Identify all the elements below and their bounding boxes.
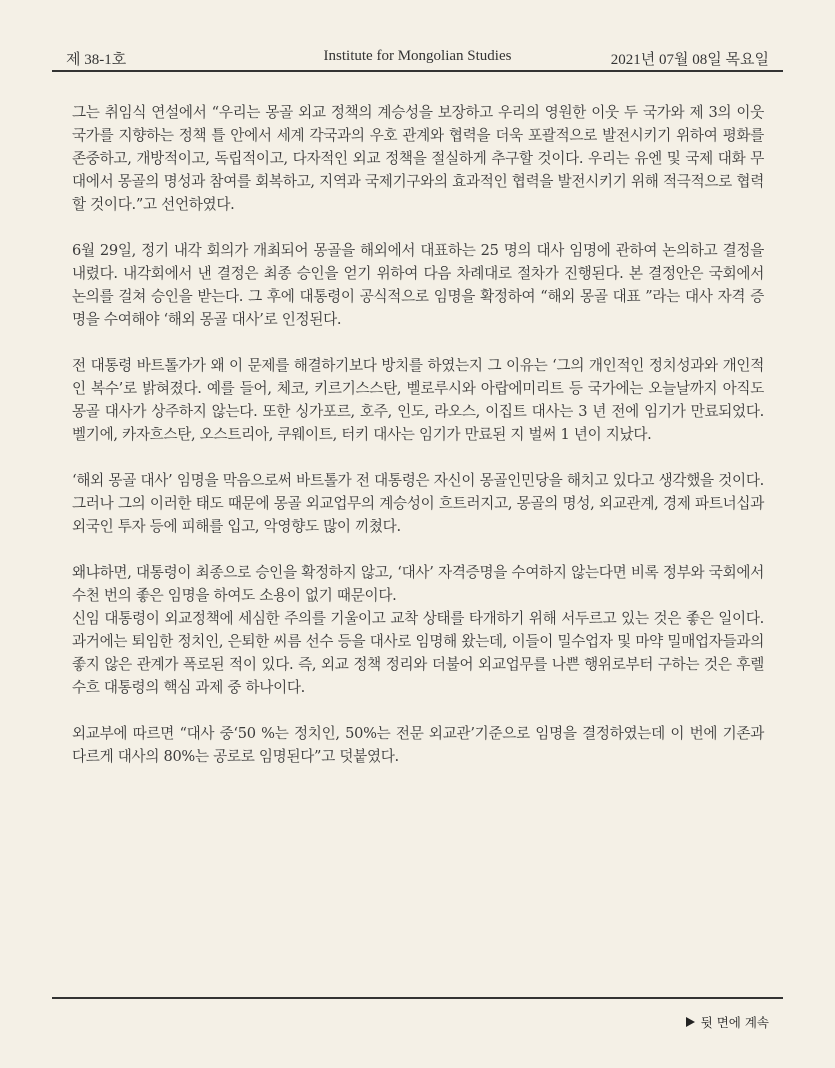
issue-number: 제 38-1호 bbox=[66, 52, 127, 68]
continued-label: 뒷 면에 계속 bbox=[700, 1015, 769, 1030]
paragraph-foreign-ministry: 외교부에 따르면 “대사 중‘50 %는 정치인, 50%는 전문 외교관’기준으로 임명을 결정하였는데 이 번에 기존과 다르게 대사의 80%는 공로로 임명된다”고 덧붙였다. bbox=[72, 725, 764, 765]
paragraph-ambassador-blocking: ‘해외 몽골 대사’ 임명을 막음으로써 바트톨가 전 대통령은 자신이 몽골인민당을 해치고 있다고 생각했을 것이다. 그러나 그의 이러한 태도 때문에 몽골 외교업무의 계승성이 흐트러지고, 몽골의 명성, 외교관계, 경제 파트너십과 외국인 투자 등에 피해를 입고, 악영향도 많이 끼쳤다. bbox=[72, 472, 764, 535]
footer-divider bbox=[52, 997, 783, 999]
continued-next-page bbox=[686, 1013, 769, 1031]
article-body bbox=[72, 101, 764, 791]
publication-date: 2021년 07월 08일 목요일 bbox=[610, 52, 769, 68]
triangle-right-icon bbox=[686, 1017, 695, 1027]
paragraph-former-president: 전 대통령 바트톨가가 왜 이 문제를 해결하기보다 방치를 하였는지 그 이유는 ‘그의 개인적인 정치성과와 개인적인 복수’로 밝혀졌다. 예를 들어, 체코, 키르기스스탄, 벨로루시와 아랍에미리트 등 국가에는 오늘날까지 아직도 몽골 대사가 상주하지 않는다. 또한 싱가포르, 호주, 인도, 라오스, 이집트 대사는 3 년 전에 임기가 만료되었다. 벨기에, 카자흐스탄, 오스트리아, 쿠웨이트, 터키 대사는 임기가 만료된 지 벌써 1 년이 지났다. bbox=[72, 357, 765, 443]
paragraph-new-president: 신임 대통령이 외교정책에 세심한 주의를 기울이고 교착 상태를 타개하기 위해 서두르고 있는 것은 좋은 일이다. 과거에는 퇴임한 정치인, 은퇴한 씨름 선수 등을 대사로 임명해 왔는데, 이들이 밀수업자 및 마약 밀매업자들과의 좋지 않은 관계가 폭로된 적이 있다. 즉, 외교 정책 정리와 더불어 외교업무를 나쁜 행위로부터 구하는 것은 후렐수흐 대통령의 핵심 과제 중 하나이다. bbox=[72, 610, 764, 696]
page-header bbox=[52, 44, 783, 72]
organization-name: Institute for Mongolian Studies bbox=[323, 48, 512, 64]
paragraph-final-approval: 왜냐하면, 대통령이 최종으로 승인을 확정하지 않고, ‘대사’ 자격증명을 수여하지 않는다면 비록 정부와 국회에서 수천 번의 좋은 임명을 하여도 소용이 없기 때문이다. bbox=[72, 564, 764, 604]
header-divider bbox=[52, 70, 783, 72]
paragraph-inauguration-speech: 그는 취임식 연설에서 “우리는 몽골 외교 정책의 계승성을 보장하고 우리의 영원한 이웃 두 국가와 제 3의 이웃국가를 지향하는 정책 틀 안에서 세계 각국과의 우호 관계와 협력을 더욱 포괄적으로 발전시키기 위하여 평화를 존중하고, 개방적이고, 독립적이고, 다자적인 외교 정책을 절실하게 추구할 것이다. 우리는 유엔 및 국제 대화 무대에서 몽골의 명성과 참여를 회복하고, 지역과 국제기구와의 효과적인 협력을 발전시키기 위해 적극적으로 협력할 것이다.”고 선언하였다. bbox=[72, 104, 764, 213]
paragraph-cabinet-meeting: 6월 29일, 정기 내각 회의가 개최되어 몽골을 해외에서 대표하는 25 명의 대사 임명에 관하여 논의하고 결정을 내렸다. 내각회에서 낸 결정은 최종 승인을 얻기 위하여 다음 차례대로 절차가 진행된다. 본 결정안은 국회에서 논의를 걸쳐 승인을 받는다. 그 후에 대통령이 공식적으로 임명을 확정하여 “해외 몽골 대표 ”라는 대사 자격 증명을 수여해야 ‘해외 몽골 대사’로 인정된다. bbox=[72, 242, 764, 328]
